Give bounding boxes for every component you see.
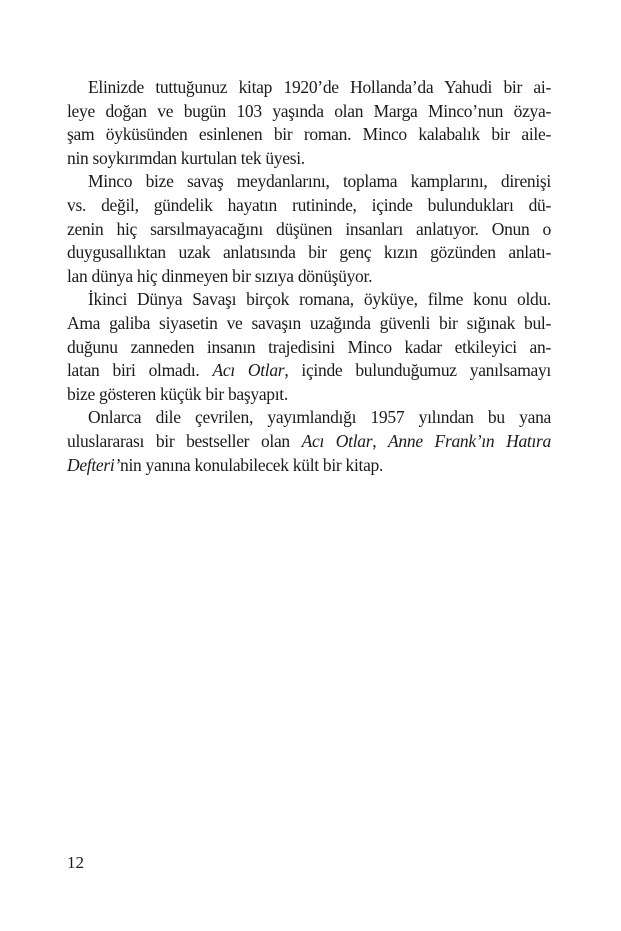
text-line [67, 430, 551, 454]
text-line [67, 241, 551, 265]
text-segment: duğunu zanneden insanın trajedisini Minco kadar etkileyici an- [67, 336, 551, 357]
text-line [67, 194, 551, 218]
text-line [67, 76, 551, 100]
text-segment: Anne Frank’ın Hatıra [388, 430, 551, 451]
text-segment: Acı Otlar [301, 430, 373, 451]
text-segment: vs. değil, gündelik hayatın rutininde, içinde bulundukları dü- [67, 194, 551, 215]
text-line [67, 336, 551, 360]
text-segment: nin yanına konulabilecek kült bir kitap. [120, 454, 384, 475]
text-line [67, 312, 551, 336]
text-line [67, 218, 551, 242]
text-segment: lan dünya hiç dinmeyen bir sızıya dönüşüyor. [67, 265, 373, 286]
text-segment: uluslararası bir bestseller olan [67, 430, 302, 451]
text-segment: , [372, 430, 389, 451]
text-segment: bize gösteren küçük bir başyapıt. [67, 383, 288, 404]
text-line [67, 147, 551, 171]
text-segment: zenin hiç sarsılmayacağını düşünen insanları anlatıyor. Onun o [67, 218, 551, 239]
text-line [67, 406, 551, 430]
text-line [67, 100, 551, 124]
text-segment: Defteri’ [67, 454, 120, 475]
text-segment: Onlarca dile çevrilen, yayımlandığı 1957 yılından bu yana [88, 407, 551, 428]
text-segment: Ama galiba siyasetin ve savaşın uzağında güvenli bir sığınak bul- [67, 312, 551, 333]
text-segment: , içinde bulunduğumuz yanılsamayı [284, 360, 551, 381]
text-line [67, 170, 551, 194]
text-segment: latan biri olmadı. [67, 360, 213, 381]
text-line [67, 383, 551, 407]
text-line [67, 359, 551, 383]
text-segment: şam öyküsünden esinlenen bir roman. Minco kalabalık bir aile- [67, 124, 551, 145]
text-line [67, 288, 551, 312]
page-text [67, 76, 551, 477]
text-line [67, 265, 551, 289]
text-segment: Acı Otlar [212, 360, 285, 381]
text-line [67, 123, 551, 147]
text-segment: Minco bize savaş meydanlarını, toplama kamplarını, direnişi [88, 171, 551, 192]
text-segment: nin soykırımdan kurtulan tek üyesi. [67, 147, 305, 168]
text-segment: Elinizde tuttuğunuz kitap 1920’de Hollanda’da Yahudi bir ai- [88, 77, 551, 97]
text-segment: duygusallıktan uzak anlatısında bir genç kızın gözünden anlatı- [67, 242, 551, 263]
text-line [67, 454, 551, 478]
page-number: 12 [67, 853, 84, 872]
text-segment: leye doğan ve bugün 103 yaşında olan Marga Minco’nun özya- [67, 100, 551, 121]
text-segment: İkinci Dünya Savaşı birçok romana, öyküye, filme konu oldu. [88, 289, 551, 310]
